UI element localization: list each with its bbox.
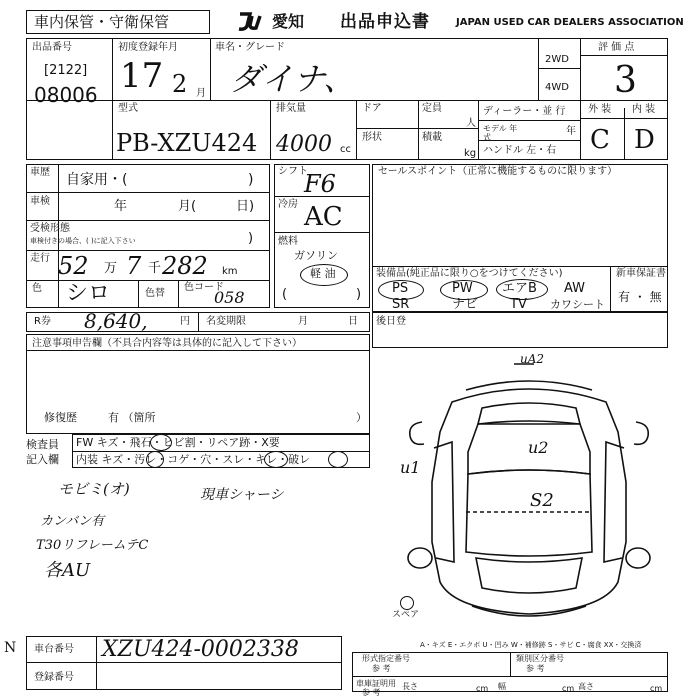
drive-2wd: 2WD (545, 54, 569, 65)
mileage-rest: 282 (162, 252, 208, 280)
left-side-panel (434, 442, 454, 562)
equip-ps: PS (392, 281, 409, 296)
interior-grade: D (634, 125, 655, 155)
association-name: JAPAN USED CAR DEALERS ASSOCIATION (456, 17, 684, 28)
history-value: 自家用・( (66, 172, 128, 188)
model-year-label: モデル 年式 (483, 124, 518, 142)
registration-number-label: 登録番号 (34, 672, 74, 683)
capacity-label: 定員 (422, 103, 442, 114)
class-number-label: 類別区分番号 (516, 654, 564, 663)
damage-ua2: uA2 (520, 352, 545, 366)
color-code-label: 色コード (184, 282, 224, 293)
form-ref-label: 参 考 (372, 664, 391, 673)
damage-legend: A・キズ E・エクボ U・凹み W・補修跡 S・サビ C・腐食 XX・交換済 (420, 641, 642, 649)
first-registration-month: 2 (172, 70, 188, 98)
note-line-5: 各AU (44, 560, 91, 581)
height-unit: cm (650, 684, 663, 693)
spare-tire-icon (400, 596, 414, 610)
rear-window (476, 558, 582, 593)
document-title: 出品申込書 (340, 12, 430, 32)
history-frame (26, 164, 270, 308)
history-label: 車歴 (30, 167, 50, 178)
rating-label: 評 価 点 (598, 42, 635, 53)
vehicle-damage-diagram (394, 362, 664, 632)
inspection-day: 日) (236, 199, 255, 214)
margin-mark: N (4, 640, 17, 656)
year-unit: 年 (566, 126, 576, 137)
mileage-sen-unit: 千 (148, 261, 162, 276)
damage-u1: u1 (400, 458, 421, 477)
fuel-gasoline: ガソリン (294, 249, 338, 262)
note-line-4: T30リフレームテC (36, 538, 149, 553)
shift-label: シフト (278, 166, 308, 177)
caution-label: 注意事項申告欄（不具合内容等は具体的に記入して下さい） (32, 338, 302, 349)
load-label: 積載 (422, 132, 442, 143)
note-line-3: カンバン有 (40, 514, 105, 529)
front-left-wheel (410, 422, 424, 444)
after-reg-frame (372, 312, 668, 348)
name-change-label: 名変期限 (206, 316, 246, 327)
chassis-number-value: XZU424-0002338 (102, 637, 299, 662)
interior-row: 内装 キズ・汚レ・コゲ・穴・スレ・キレ・破レ (76, 453, 311, 466)
door-label: ドア (362, 103, 382, 114)
equip-aw: AW (564, 281, 586, 296)
equip-sr: SR (392, 297, 410, 312)
width-label: 幅 (498, 682, 506, 691)
damage-u2: u2 (528, 438, 549, 457)
fuel-diesel: 軽 油 (310, 267, 336, 280)
ukeyo-close: ) (248, 231, 254, 246)
note-line-2: 現車シャーシ (200, 487, 284, 503)
right-side-panel (604, 442, 624, 562)
handle-label: ハンドル 左・右 (483, 145, 557, 156)
mileage-man: 52 (58, 252, 89, 280)
color-label: 色 (32, 283, 42, 294)
yogore-circle (146, 451, 164, 468)
dealer-label: ディーラー・並 行 (483, 106, 566, 117)
warranty-label: 新車保証書 (616, 268, 666, 279)
name-change-day: 日 (348, 316, 358, 327)
mileage-sen: 7 (126, 252, 142, 280)
color-change-label: 色替 (145, 288, 165, 299)
class-ref-label: 参 考 (526, 664, 545, 673)
exterior-grade: C (590, 125, 610, 155)
equip-airbag: エアB (502, 281, 537, 296)
tobiishi-circle (150, 434, 172, 451)
storage-label: 車内保管・守衛保管 (34, 13, 170, 31)
repair-history-value: 有 （箇所 (108, 411, 156, 424)
sure-circle (264, 451, 288, 468)
name-change-month: 月 (298, 316, 308, 327)
car-name-label: 車名・グレード (215, 42, 285, 53)
equip-navi: ナビ (452, 297, 479, 312)
front-right-wheel (634, 422, 648, 444)
ac-label: 冷房 (278, 199, 298, 210)
inspection-month: 月( (178, 199, 197, 214)
damage-s2: S2 (530, 490, 554, 511)
model-code-label: 型式 (118, 103, 138, 114)
yabure-circle (328, 451, 348, 468)
sales-point-label: セールスポイント（正常に機能するものに限ります） (378, 166, 618, 177)
length-label: 長さ (402, 682, 418, 691)
mileage-unit: km (222, 266, 238, 277)
exterior-label: 外 装 (588, 104, 612, 115)
first-registration-label: 初度登録年月 (118, 42, 178, 53)
fw-row: FW キズ・飛石・ヒビ割・リペア跡・X要 (76, 436, 280, 449)
history-close: ) (248, 172, 254, 188)
lot-number-label: 出品番号 (32, 42, 72, 53)
ukeyo-note: 車検付きの場合、( )に記入下さい (30, 237, 136, 245)
equipment-label: 装備品(純正品に限り○をつけてください) (376, 268, 563, 279)
ju-logo (236, 12, 272, 32)
form-number-label: 形式指定番号 (362, 654, 410, 663)
ac-value: AC (304, 202, 343, 232)
windshield (478, 403, 580, 424)
lot-small-number: [2122] (44, 63, 88, 78)
color-value: シロ (66, 281, 111, 306)
length-unit: cm (476, 684, 489, 693)
capacity-unit: 人 (466, 118, 476, 129)
tax-value: 8,640, (84, 309, 148, 333)
garage-cert-label: 車庫証明用 (356, 679, 396, 688)
lot-number-value: 08006 (34, 83, 98, 107)
load-unit: kg (464, 148, 477, 159)
note-line-1: モビミ(オ) (58, 480, 130, 498)
chassis-number-label: 車台番号 (34, 644, 74, 655)
equip-leather-seat: カワシート (550, 298, 605, 311)
equip-pw: PW (452, 281, 473, 296)
cargo-area (466, 470, 592, 556)
body-outline (432, 389, 626, 614)
width-unit: cm (562, 684, 575, 693)
fuel-open: ( (282, 287, 288, 302)
rear-right-wheel (626, 548, 650, 568)
height-label: 高さ (578, 682, 594, 691)
tax-label: R券 (34, 316, 51, 327)
rear-left-wheel (408, 548, 432, 568)
mileage-label: 走行 (30, 253, 50, 264)
tax-unit: 円 (180, 316, 190, 327)
shift-value: F6 (304, 170, 336, 198)
ukeyo-label: 受検形態 (30, 223, 70, 234)
shape-label: 形状 (362, 132, 382, 143)
inspection-label: 車検 (30, 196, 50, 207)
mileage-man-unit: 万 (104, 261, 118, 276)
car-name-value: ダイナ、 (230, 60, 356, 98)
fuel-close: ) (356, 287, 362, 302)
caution-frame (26, 334, 370, 434)
spare-label: スペア (392, 610, 420, 620)
month-unit: 月 (196, 88, 206, 99)
garage-ref-label: 参 考 (362, 688, 381, 697)
after-reg-label: 後日登 (376, 316, 406, 327)
equip-tv: TV (510, 297, 527, 312)
fuel-label: 燃料 (278, 236, 298, 247)
warranty-value: 有 ・ 無 (618, 290, 662, 304)
repair-history-label: 修復歴 (44, 411, 77, 424)
rating-value: 3 (614, 60, 637, 101)
color-code-value: 058 (214, 288, 245, 307)
logo-text: 愛知 (272, 12, 305, 31)
drive-4wd: 4WD (545, 82, 569, 93)
interior-label: 内 装 (632, 104, 656, 115)
inspection-year: 年 (114, 199, 128, 214)
displacement-value: 4000 (276, 132, 332, 157)
first-registration-year: 17 (120, 56, 164, 96)
displacement-label: 排気量 (276, 103, 306, 114)
displacement-unit: cc (340, 144, 351, 155)
inspector-label: 検査員 記入欄 (26, 438, 59, 466)
model-code-value: PB-XZU424 (116, 129, 258, 157)
repair-history-close: ） (356, 411, 367, 424)
